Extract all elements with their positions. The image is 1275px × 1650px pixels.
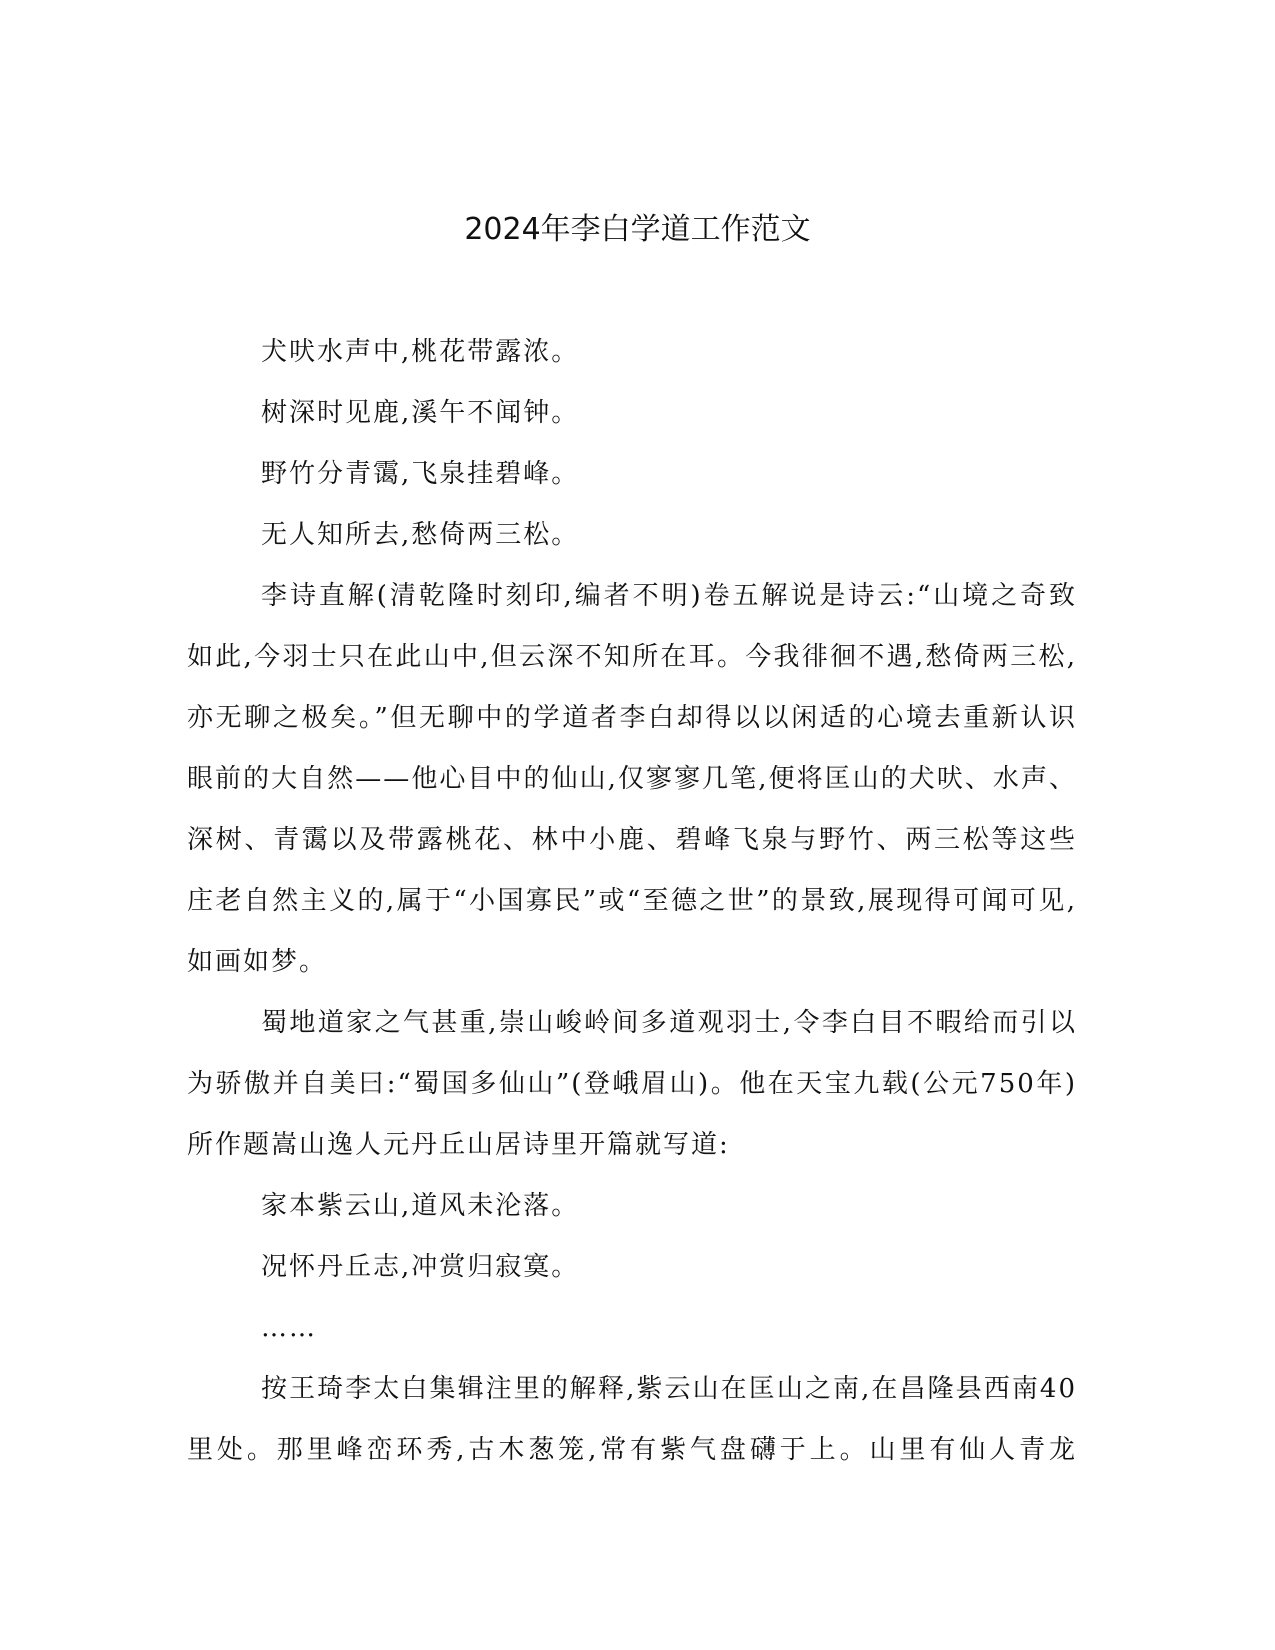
body-paragraph: 李诗直解(清乾隆时刻印,编者不明)卷五解说是诗云:“山境之奇致如此,今羽士只在此山中,但云深不知所在耳。今我徘徊不遇,愁倚两三松,亦无聊之极矣。”但无聊中的学道者李白却得以以闲适的心境去重新认识眼前的大自然——他心目中的仙山,仅寥寥几笔,便将匡山的犬吠、水声、深树、青霭以及带露桃花、林中小鹿、碧峰飞泉与野竹、两三松等这些庄老自然主义的,属于“小国寡民”或“至德之世”的景致,展现得可闻可见,如画如梦。 <box>187 581 1077 977</box>
poem-line: 况怀丹丘志,冲赏归寂寞。 <box>261 1252 580 1282</box>
poem-line: 树深时见鹿,溪午不闻钟。 <box>261 398 580 428</box>
ellipsis-line: …… <box>261 1313 317 1343</box>
poem-line: 野竹分青霭,飞泉挂碧峰。 <box>261 459 580 489</box>
poem-line: 家本紫云山,道风未沦落。 <box>261 1191 580 1221</box>
poem-line: 犬吠水声中,桃花带露浓。 <box>261 337 580 367</box>
document-title: 2024年李白学道工作范文 <box>464 212 811 247</box>
body-paragraph: 按王琦李太白集辑注里的解释,紫云山在匡山之南,在昌隆县西南40里处。那里峰峦环秀,古木葱笼,常有紫气盘礴于上。山里有仙人青龙 <box>187 1374 1077 1465</box>
document-body <box>187 322 1077 1481</box>
poem-line: 无人知所去,愁倚两三松。 <box>261 520 580 550</box>
body-paragraph: 蜀地道家之气甚重,崇山峻岭间多道观羽士,令李白目不暇给而引以为骄傲并自美曰:“蜀国多仙山”(登峨眉山)。他在天宝九载(公元750年)所作题嵩山逸人元丹丘山居诗里开篇就写道: <box>187 1008 1077 1160</box>
